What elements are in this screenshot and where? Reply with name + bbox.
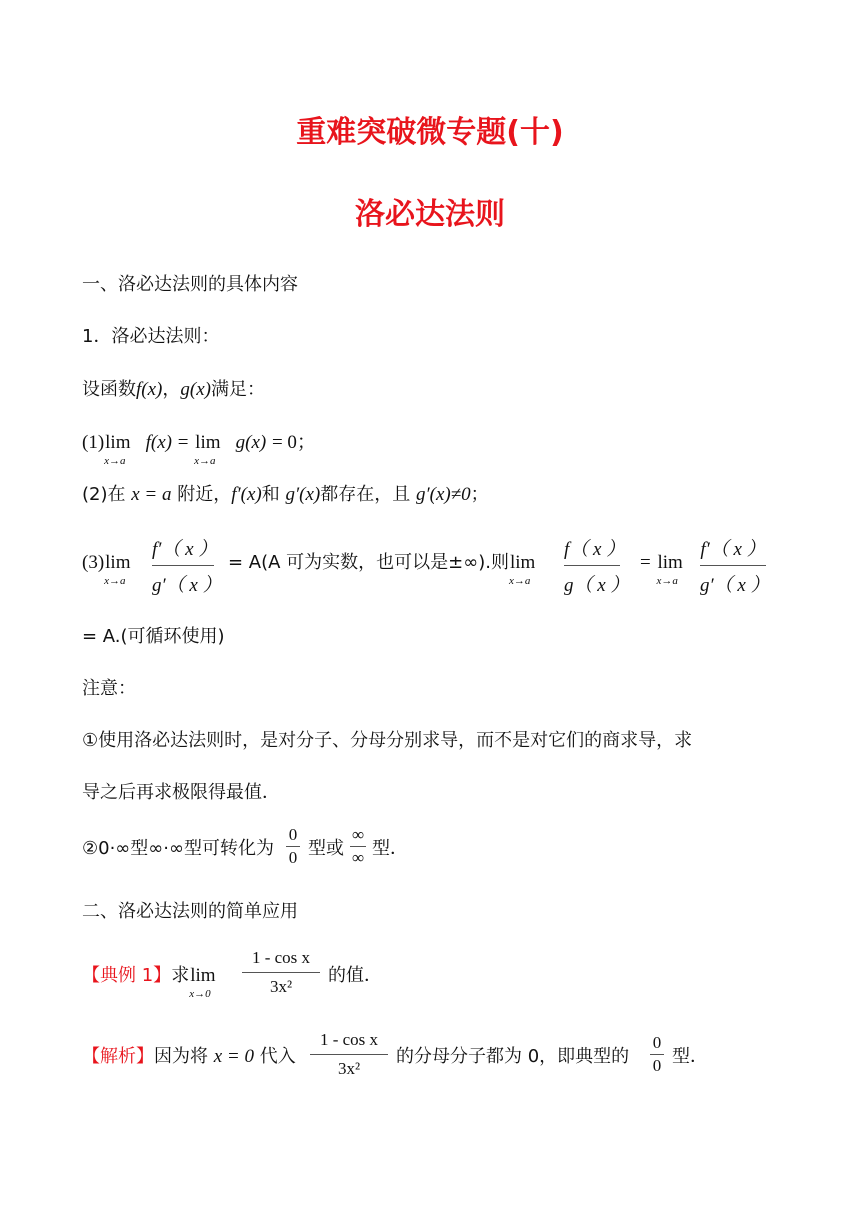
note2-text2: 型或: [308, 838, 344, 859]
fraction-numerator: f′（ x ）: [152, 539, 218, 560]
setup-g: g(x): [180, 379, 211, 400]
example1-text1: 求: [171, 965, 190, 986]
lim-subscript: x→a: [656, 575, 678, 587]
page-title: 重难突破微专题(十): [296, 115, 564, 150]
setup-line: [82, 377, 265, 403]
cond2-text5: ；: [470, 484, 489, 505]
fraction-bar: [310, 1054, 388, 1055]
cond2-text3: 和: [261, 484, 280, 505]
fraction-f-over-g: [564, 534, 630, 597]
lim-subscript: x→a: [104, 575, 126, 587]
fraction-denominator: g（ x ）: [564, 575, 630, 596]
fraction-numerator: 1 - cos x: [319, 1030, 379, 1049]
note-heading: 注意：: [82, 678, 136, 699]
fraction-bar: [350, 846, 366, 847]
fraction-numerator: 0: [288, 825, 298, 844]
fraction-denominator: 3x²: [269, 977, 293, 996]
example1-text2: 的值．: [328, 965, 382, 986]
cond2-fprime: f′(x): [231, 484, 262, 505]
limit-symbol: [189, 963, 219, 1000]
section2-heading: 二、洛必达法则的简单应用: [82, 901, 298, 922]
cond3-mid-text: = A(A 可为实数，也可以是±∞).则: [228, 552, 509, 573]
cond3-middle: [228, 550, 539, 587]
example1-tag: 【典例 1】: [82, 965, 172, 986]
setup-f: f(x): [136, 379, 163, 400]
condition-2: [82, 482, 489, 508]
cond1-number: (1): [82, 432, 105, 453]
cond2-xa: x = a: [131, 484, 172, 505]
cond2-gprime: g′(x): [285, 484, 321, 505]
note-1-line-2: 导之后再求极限得最值．: [82, 782, 280, 803]
limit-symbol: [509, 550, 539, 587]
solution-text3: 的分母分子都为 0，即典型的: [396, 1046, 630, 1067]
fraction-inf-over-inf: [350, 826, 366, 867]
fraction-numerator: f（ x ）: [564, 539, 626, 560]
limit-symbol: [194, 430, 224, 467]
setup-sep: ，: [162, 379, 181, 400]
rule-heading: 1．洛必达法则：: [82, 326, 220, 347]
fraction-numerator: 0: [652, 1033, 662, 1052]
cond2-text1: (2)在: [82, 484, 126, 505]
lim-text: lim: [105, 552, 131, 573]
fraction-bar: [242, 972, 320, 973]
solution-lead: [82, 1044, 296, 1070]
condition-1: [82, 430, 316, 467]
lim-subscript: x→a: [194, 455, 216, 467]
fraction-fprime-over-gprime-rhs: [700, 534, 770, 597]
fraction-zero-over-zero: [286, 826, 300, 867]
lim-subscript: x→a: [104, 455, 126, 467]
fraction-bar: [286, 846, 300, 847]
cond1-tail: = 0；: [271, 432, 316, 453]
fraction-bar: [152, 565, 214, 566]
solution-text1: 因为将: [154, 1046, 208, 1067]
fraction-bar: [700, 565, 766, 566]
note2-text1: ②0·∞型∞·∞型可转化为: [82, 838, 275, 859]
fraction-denominator: g′（ x ）: [152, 575, 222, 596]
limit-symbol: [656, 550, 686, 587]
setup-prefix: 设函数: [82, 379, 136, 400]
lim-subscript: x→a: [509, 575, 531, 587]
section1-heading: 一、洛必达法则的具体内容: [82, 274, 298, 295]
cond3-rhs: [640, 550, 686, 587]
lim-text: lim: [195, 432, 221, 453]
cond1-eq: =: [177, 432, 189, 453]
fraction-denominator: 0: [652, 1056, 662, 1075]
fraction-denominator: 3x²: [337, 1059, 361, 1078]
fraction-numerator: f′（ x ）: [700, 539, 766, 560]
cond3-eq: =: [640, 552, 651, 573]
lim-text: lim: [657, 552, 683, 573]
lim-subscript: x→0: [189, 988, 211, 1000]
cond1-g: g(x): [235, 432, 267, 453]
solution-text2: 代入: [259, 1046, 296, 1067]
solution-x0: x = 0: [213, 1046, 254, 1067]
cond2-text2: 附近，: [177, 484, 232, 505]
example1-lead: [82, 963, 219, 1000]
note-1-line-1: ①使用洛必达法则时，是对分子、分母分别求导，而不是对它们的商求导，求: [82, 730, 693, 751]
fraction-denominator: g′（ x ）: [700, 575, 770, 596]
page-subtitle: 洛必达法则: [355, 197, 505, 232]
fraction-denominator: ∞: [351, 848, 365, 867]
note2-text3: 型．: [372, 838, 408, 859]
limit-symbol: [104, 550, 134, 587]
cond3-lead: [82, 550, 134, 587]
fraction-numerator: 1 - cos x: [251, 948, 311, 967]
cond3-number: (3): [82, 552, 105, 573]
solution-text4: 型．: [672, 1046, 708, 1067]
limit-symbol: [104, 430, 134, 467]
fraction-bar: [650, 1054, 664, 1055]
fraction-solution: [310, 1030, 388, 1079]
setup-suffix: 满足：: [210, 379, 265, 400]
fraction-bar: [564, 565, 620, 566]
fraction-fprime-over-gprime: [152, 534, 222, 597]
lim-text: lim: [190, 965, 216, 986]
fraction-denominator: 0: [288, 848, 298, 867]
lim-text: lim: [105, 432, 131, 453]
condition-3-tail: = A.(可循环使用): [82, 626, 225, 647]
fraction-numerator: ∞: [351, 825, 365, 844]
cond2-text4: 都存在，且: [320, 484, 411, 505]
cond1-f: f(x): [145, 432, 172, 453]
fraction-zero-over-zero: [650, 1034, 664, 1075]
lim-text: lim: [510, 552, 536, 573]
cond2-gprime-nonzero: g′(x)≠0: [415, 484, 471, 505]
solution-tag: 【解析】: [82, 1046, 154, 1067]
fraction-example: [242, 948, 320, 997]
